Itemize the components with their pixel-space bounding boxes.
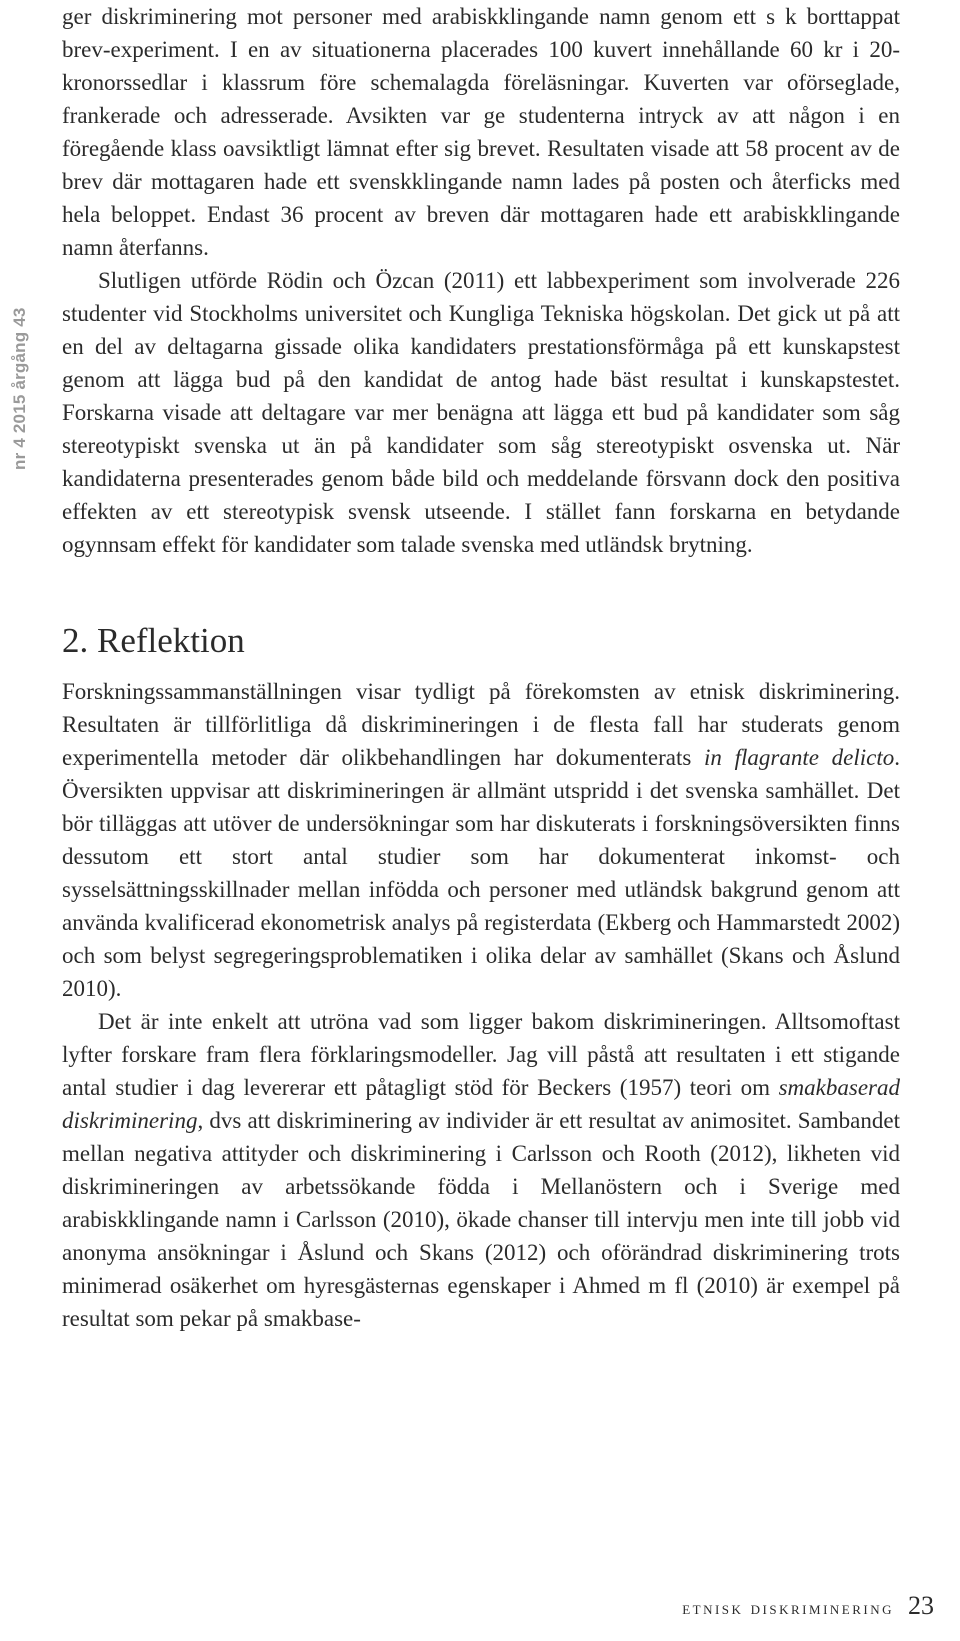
paragraph-continued: ger diskriminering mot personer med arabiskklingande namn genom ett s k borttappat brev-experiment. I en av situationerna placerades 100 kuvert innehållande 60 kr i 20-kronorssedlar i klassrum före schemalagda föreläsningar. Kuverten var oförseglade, frankerade och adresserade. Avsikten var ge studenterna intryck av att någon i en föregående klass oavsiktligt lämnat efter sig brevet. Resultaten visade att 58 procent av de brev där mottagaren hade ett svenskklingande namn lades på posten och återficks med hela beloppet. Endast 36 procent av breven där mottagaren hade ett arabiskklingande namn återfanns. bbox=[62, 4, 900, 260]
page-number: 23 bbox=[908, 1591, 934, 1620]
issue-label: nr 4 2015 årgång 43 bbox=[10, 307, 29, 470]
paragraph-text: , dvs att diskriminering av individer är ett resultat av animositet. Sambandet mellan negativa attityder och diskriminering i Carlsson och Rooth (2012), likheten vid diskrimineringen av arbetssökande födda i Mellanöstern och i Sverige med arabiskklingande namn i Carlsson (2010), ökade chanser till intervju men inte till jobb vid anonyma ansökningar i Åslund och Skans (2012) och oförändrad diskriminering trots minimerad osäkerhet om hyresgästernas egenskaper i Ahmed m fl (2010) är exempel på resultat som pekar på smakbase- bbox=[62, 1108, 900, 1331]
paragraph-reflection bbox=[62, 675, 900, 1005]
section-heading: 2. Reflektion bbox=[62, 621, 245, 660]
page-footer bbox=[682, 1591, 934, 1621]
paragraph-text: Det är inte enkelt att utröna vad som ligger bakom diskrimineringen. Alltsomoftast lyfter forskare fram flera förklaringsmodeller. Jag vill påstå att resultaten i ett stigande antal studier i dag levererar ett påtagligt stöd för Beckers (1957) teori om bbox=[62, 1009, 900, 1100]
article-body bbox=[62, 0, 900, 1335]
paragraph-text: . Översikten uppvisar att diskrimineringen är allmänt utspridd i det svenska samhället. Det bör tilläggas att utöver de undersökningar som har diskuterats i forskningsöversikten finns dessutom ett stort antal studier som har dokumenterat inkomst- och sysselsättningsskillnader mellan infödda och personer med utländsk bakgrund genom att använda kvalificerad ekonometrisk analys på registerdata (Ekberg och Hammarstedt 2002) och som belyst segregeringsproblematiken i olika delar av samhället (Skans och Åslund 2010). bbox=[62, 745, 900, 1001]
italic-phrase: in flagrante delicto bbox=[704, 745, 895, 770]
paragraph-text: Forskningssammanställningen visar tydligt på förekomsten av etnisk diskriminering. Resultaten är tillförlitliga då diskrimineringen i de flesta fall har studerats genom experimentella metoder där olikbehandlingen har dokumenterats bbox=[62, 679, 900, 770]
paragraph-explanations bbox=[62, 1005, 900, 1335]
running-head: etnisk diskriminering bbox=[682, 1598, 894, 1619]
paragraph-lab-experiment: Slutligen utförde Rödin och Özcan (2011) ett labbexperiment som involverade 226 studenter vid Stockholms universitet och Kungliga Tekniska högskolan. Det gick ut på att en del av deltagarna gissade olika kandidaters prestationsförmåga på ett kunskapstest genom att lägga bud på den kandidat de antog hade bäst resultat i kunskapstestet. Forskarna visade att deltagare var mer benägna att lägga ett bud på kandidater som såg stereotypiskt svenska ut än på kandidater som såg stereotypiskt osvenska ut. När kandidaterna presenterades genom både bild och meddelande försvann dock den positiva effekten av ett stereotypisk svensk utseende. I stället fann forskarna en betydande ogynnsam effekt för kandidater som talade svenska med utländsk brytning. bbox=[62, 268, 900, 557]
italic-phrase: smakbaserad diskriminering bbox=[62, 1075, 900, 1133]
